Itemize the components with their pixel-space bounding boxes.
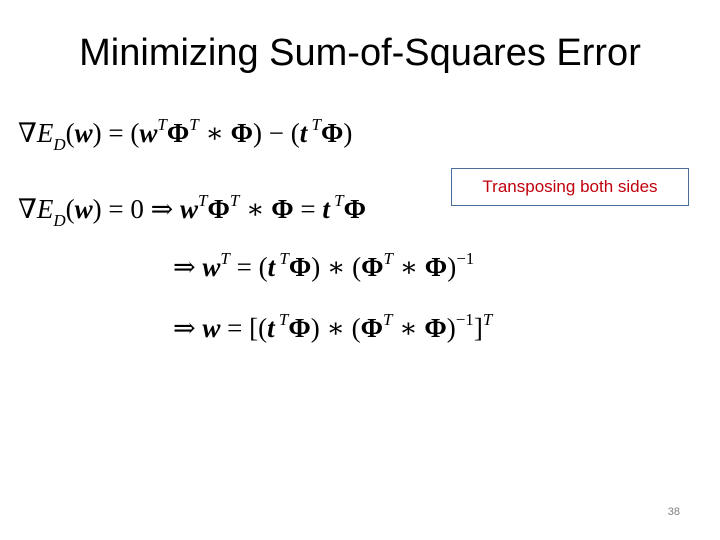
times-operator: ∗ <box>319 313 352 343</box>
phi-matrix: Φ <box>288 252 312 282</box>
phi-matrix: Φ <box>361 252 384 282</box>
weight-vector: w <box>74 118 93 148</box>
bracket: ] <box>473 313 483 343</box>
paren: ( <box>258 313 268 343</box>
paren: ) <box>252 118 262 148</box>
inverse-superscript: −1 <box>455 310 474 329</box>
subscript: D <box>53 211 66 230</box>
phi-matrix: Φ <box>424 313 447 343</box>
paren: ( <box>130 118 140 148</box>
page-number: 38 <box>667 506 680 518</box>
equals-sign: = <box>101 118 131 148</box>
transpose-superscript: T <box>189 115 199 134</box>
transpose-superscript: T <box>329 191 344 210</box>
equation-transposed-solution <box>173 250 474 284</box>
bracket: [ <box>249 313 259 343</box>
nabla-symbol: ∇ <box>18 118 37 148</box>
times-operator: ∗ <box>198 118 231 148</box>
equation-set-gradient-zero <box>18 191 366 230</box>
weight-vector: w <box>74 194 93 224</box>
paren: ( <box>65 194 75 224</box>
transpose-superscript: T <box>482 310 493 329</box>
weight-vector: w <box>139 118 158 148</box>
transpose-superscript: T <box>307 115 321 134</box>
paren: ) <box>447 252 457 282</box>
times-operator: ∗ <box>392 313 425 343</box>
phi-matrix: Φ <box>288 313 311 343</box>
phi-matrix: Φ <box>271 194 294 224</box>
equation-gradient-definition <box>18 115 353 154</box>
phi-matrix: Φ <box>343 194 366 224</box>
paren: ) <box>311 252 321 282</box>
times-operator: ∗ <box>239 194 272 224</box>
paren: ) <box>343 118 353 148</box>
times-operator: ∗ <box>320 252 353 282</box>
slide-title: Minimizing Sum-of-Squares Error <box>79 32 641 74</box>
transpose-superscript: T <box>229 191 240 210</box>
transpose-superscript: T <box>383 249 393 268</box>
paren: ) <box>310 313 320 343</box>
equation-final-solution <box>173 311 492 345</box>
equals-sign: = <box>229 252 259 282</box>
transpose-superscript: T <box>157 115 167 134</box>
paren: ( <box>352 252 362 282</box>
phi-matrix: Φ <box>230 118 253 148</box>
zero: 0 <box>130 194 151 224</box>
target-vector: t <box>267 252 276 282</box>
paren: ( <box>290 118 300 148</box>
transpose-superscript: T <box>198 191 208 210</box>
target-vector: t <box>267 313 275 343</box>
minus-operator: − <box>261 118 291 148</box>
nabla-symbol: ∇ <box>18 194 37 224</box>
implies-arrow: ⇒ <box>173 313 203 343</box>
error-symbol: E <box>36 194 54 224</box>
times-operator: ∗ <box>392 252 425 282</box>
subscript: D <box>53 135 66 154</box>
implies-arrow: ⇒ <box>173 252 203 282</box>
implies-arrow: ⇒ <box>150 194 181 224</box>
transpose-superscript: T <box>275 249 289 268</box>
phi-matrix: Φ <box>207 194 230 224</box>
paren: ( <box>65 118 75 148</box>
phi-matrix: Φ <box>320 118 344 148</box>
transpose-superscript: T <box>220 249 230 268</box>
phi-matrix: Φ <box>166 118 190 148</box>
weight-vector: w <box>202 313 221 343</box>
phi-matrix: Φ <box>360 313 383 343</box>
paren: ) <box>92 118 102 148</box>
transpose-superscript: T <box>274 310 289 329</box>
weight-vector: w <box>180 194 199 224</box>
target-vector: t <box>322 194 330 224</box>
inverse-superscript: −1 <box>456 249 475 268</box>
transposing-callout: Transposing both sides <box>451 168 689 206</box>
phi-matrix: Φ <box>424 252 448 282</box>
paren: ( <box>258 252 268 282</box>
transpose-superscript: T <box>383 310 393 329</box>
paren: ) <box>92 194 102 224</box>
equals-sign: = <box>101 194 131 224</box>
paren: ) <box>446 313 456 343</box>
paren: ( <box>351 313 361 343</box>
error-symbol: E <box>36 118 54 148</box>
equals-sign: = <box>220 313 250 343</box>
target-vector: t <box>299 118 308 148</box>
weight-vector: w <box>202 252 221 282</box>
equals-sign: = <box>293 194 323 224</box>
